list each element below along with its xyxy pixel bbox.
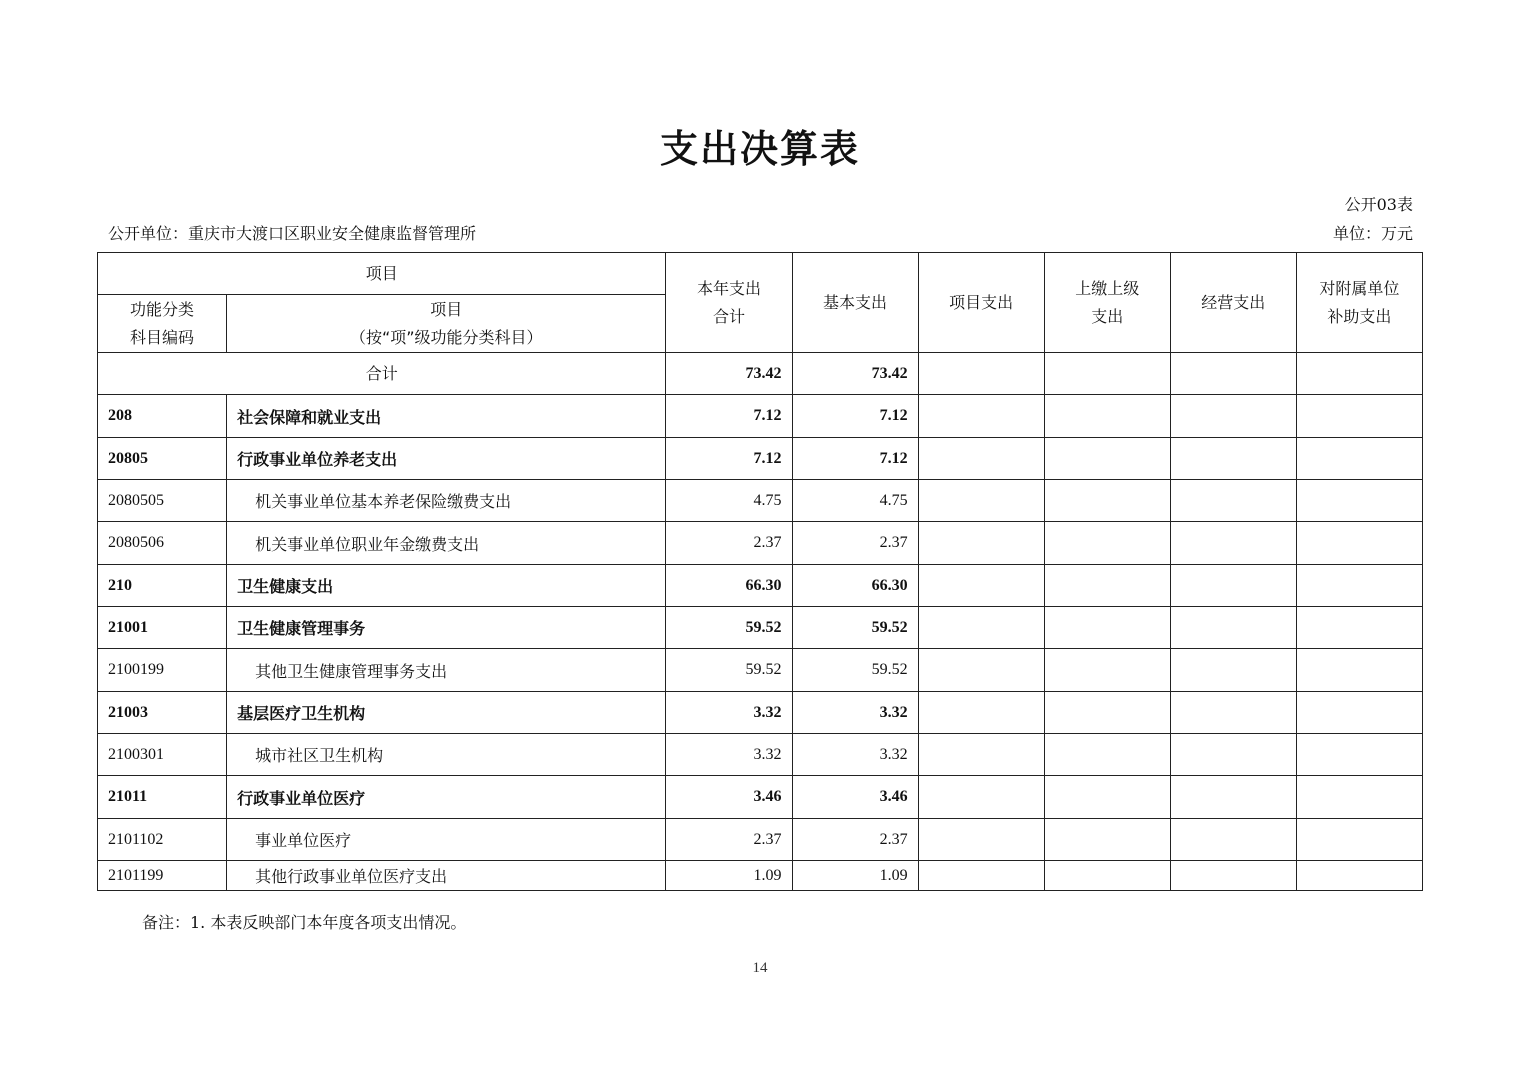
- row-basic: 3.32: [792, 734, 918, 776]
- table-row: [98, 776, 1423, 819]
- empty-cell: [1044, 395, 1170, 438]
- empty-cell: [1296, 353, 1422, 395]
- empty-cell: [1170, 480, 1296, 522]
- row-basic: 59.52: [792, 607, 918, 649]
- empty-cell: [1296, 395, 1422, 438]
- row-name: 行政事业单位医疗: [227, 776, 666, 819]
- empty-cell: [1044, 692, 1170, 734]
- row-code: 2101199: [98, 861, 227, 891]
- row-total: 3.46: [666, 776, 792, 819]
- table-row: [98, 819, 1423, 861]
- row-total: 3.32: [666, 692, 792, 734]
- table-row: [98, 692, 1423, 734]
- empty-cell: [1170, 819, 1296, 861]
- empty-cell: [1296, 480, 1422, 522]
- empty-cell: [918, 649, 1044, 692]
- row-name: 机关事业单位职业年金缴费支出: [227, 522, 666, 565]
- empty-cell: [1044, 438, 1170, 480]
- empty-cell: [1170, 565, 1296, 607]
- header-project-sub: 项目 （按“项”级功能分类科目）: [227, 295, 666, 353]
- empty-cell: [1296, 565, 1422, 607]
- row-basic: 3.32: [792, 692, 918, 734]
- empty-cell: [1170, 395, 1296, 438]
- currency-unit: 单位：万元: [1332, 224, 1413, 243]
- row-total: 3.32: [666, 734, 792, 776]
- header-basic: 基本支出: [792, 253, 918, 353]
- empty-cell: [1296, 734, 1422, 776]
- empty-cell: [1044, 353, 1170, 395]
- row-code: 208: [98, 395, 227, 438]
- table-row: [98, 522, 1423, 565]
- row-total: 59.52: [666, 649, 792, 692]
- row-total: 7.12: [666, 438, 792, 480]
- empty-cell: [918, 522, 1044, 565]
- row-code: 2100301: [98, 734, 227, 776]
- empty-cell: [1170, 353, 1296, 395]
- empty-cell: [1044, 607, 1170, 649]
- row-basic: 7.12: [792, 438, 918, 480]
- total-amount: 73.42: [666, 353, 792, 395]
- header-func-code: 功能分类 科目编码: [98, 295, 227, 353]
- empty-cell: [1170, 438, 1296, 480]
- row-total: 2.37: [666, 819, 792, 861]
- row-name: 其他行政事业单位医疗支出: [227, 861, 666, 891]
- row-total: 66.30: [666, 565, 792, 607]
- empty-cell: [1044, 649, 1170, 692]
- empty-cell: [918, 565, 1044, 607]
- empty-cell: [1170, 692, 1296, 734]
- empty-cell: [1044, 819, 1170, 861]
- row-code: 2080505: [98, 480, 227, 522]
- empty-cell: [918, 734, 1044, 776]
- table-number: 公开03表: [1344, 195, 1413, 214]
- empty-cell: [918, 692, 1044, 734]
- empty-cell: [1296, 607, 1422, 649]
- table-row: [98, 438, 1423, 480]
- empty-cell: [1170, 649, 1296, 692]
- empty-cell: [1296, 522, 1422, 565]
- empty-cell: [918, 776, 1044, 819]
- empty-cell: [1170, 734, 1296, 776]
- row-name: 社会保障和就业支出: [227, 395, 666, 438]
- empty-cell: [918, 395, 1044, 438]
- row-basic: 2.37: [792, 522, 918, 565]
- empty-cell: [1044, 522, 1170, 565]
- table-row: [98, 734, 1423, 776]
- row-code: 2101102: [98, 819, 227, 861]
- empty-cell: [1044, 861, 1170, 891]
- total-label: 合计: [98, 353, 666, 395]
- row-total: 4.75: [666, 480, 792, 522]
- row-basic: 3.46: [792, 776, 918, 819]
- empty-cell: [1296, 819, 1422, 861]
- empty-cell: [1170, 776, 1296, 819]
- empty-cell: [1044, 565, 1170, 607]
- header-project: 项目: [98, 253, 666, 295]
- row-name: 机关事业单位基本养老保险缴费支出: [227, 480, 666, 522]
- empty-cell: [1296, 861, 1422, 891]
- empty-cell: [1296, 438, 1422, 480]
- empty-cell: [918, 353, 1044, 395]
- row-name: 城市社区卫生机构: [227, 734, 666, 776]
- row-code: 210: [98, 565, 227, 607]
- empty-cell: [1170, 607, 1296, 649]
- empty-cell: [1170, 522, 1296, 565]
- total-basic: 73.42: [792, 353, 918, 395]
- table-row: [98, 649, 1423, 692]
- footnote: 备注：1. 本表反映部门本年度各项支出情况。: [142, 913, 467, 932]
- empty-cell: [918, 607, 1044, 649]
- table-row: [98, 565, 1423, 607]
- table-row: [98, 395, 1423, 438]
- row-name: 其他卫生健康管理事务支出: [227, 649, 666, 692]
- empty-cell: [918, 861, 1044, 891]
- page-title: 支出决算表: [659, 127, 860, 171]
- reporting-unit: 公开单位：重庆市大渡口区职业安全健康监督管理所: [108, 224, 477, 243]
- row-name: 基层医疗卫生机构: [227, 692, 666, 734]
- row-total: 1.09: [666, 861, 792, 891]
- row-name: 事业单位医疗: [227, 819, 666, 861]
- row-basic: 66.30: [792, 565, 918, 607]
- row-code: 2080506: [98, 522, 227, 565]
- header-row-1: [98, 253, 1423, 295]
- header-business: 经营支出: [1170, 253, 1296, 353]
- row-code: 20805: [98, 438, 227, 480]
- empty-cell: [1044, 734, 1170, 776]
- table-row: [98, 607, 1423, 649]
- expenditure-table: [97, 252, 1423, 891]
- empty-cell: [1296, 649, 1422, 692]
- total-row: [98, 353, 1423, 395]
- empty-cell: [1044, 776, 1170, 819]
- table-row: [98, 861, 1423, 891]
- empty-cell: [918, 438, 1044, 480]
- empty-cell: [1170, 861, 1296, 891]
- empty-cell: [1044, 480, 1170, 522]
- header-subsidy: 对附属单位 补助支出: [1296, 253, 1422, 353]
- row-code: 21003: [98, 692, 227, 734]
- row-code: 21001: [98, 607, 227, 649]
- row-code: 2100199: [98, 649, 227, 692]
- header-total: 本年支出 合计: [666, 253, 792, 353]
- header-project-expense: 项目支出: [918, 253, 1044, 353]
- page-number: 14: [752, 960, 768, 976]
- table-row: [98, 480, 1423, 522]
- row-basic: 4.75: [792, 480, 918, 522]
- row-name: 行政事业单位养老支出: [227, 438, 666, 480]
- row-total: 2.37: [666, 522, 792, 565]
- row-code: 21011: [98, 776, 227, 819]
- row-basic: 1.09: [792, 861, 918, 891]
- row-name: 卫生健康支出: [227, 565, 666, 607]
- row-total: 7.12: [666, 395, 792, 438]
- empty-cell: [1296, 692, 1422, 734]
- row-name: 卫生健康管理事务: [227, 607, 666, 649]
- empty-cell: [1296, 776, 1422, 819]
- row-total: 59.52: [666, 607, 792, 649]
- empty-cell: [918, 819, 1044, 861]
- empty-cell: [918, 480, 1044, 522]
- row-basic: 59.52: [792, 649, 918, 692]
- row-basic: 2.37: [792, 819, 918, 861]
- header-upper: 上缴上级 支出: [1044, 253, 1170, 353]
- row-basic: 7.12: [792, 395, 918, 438]
